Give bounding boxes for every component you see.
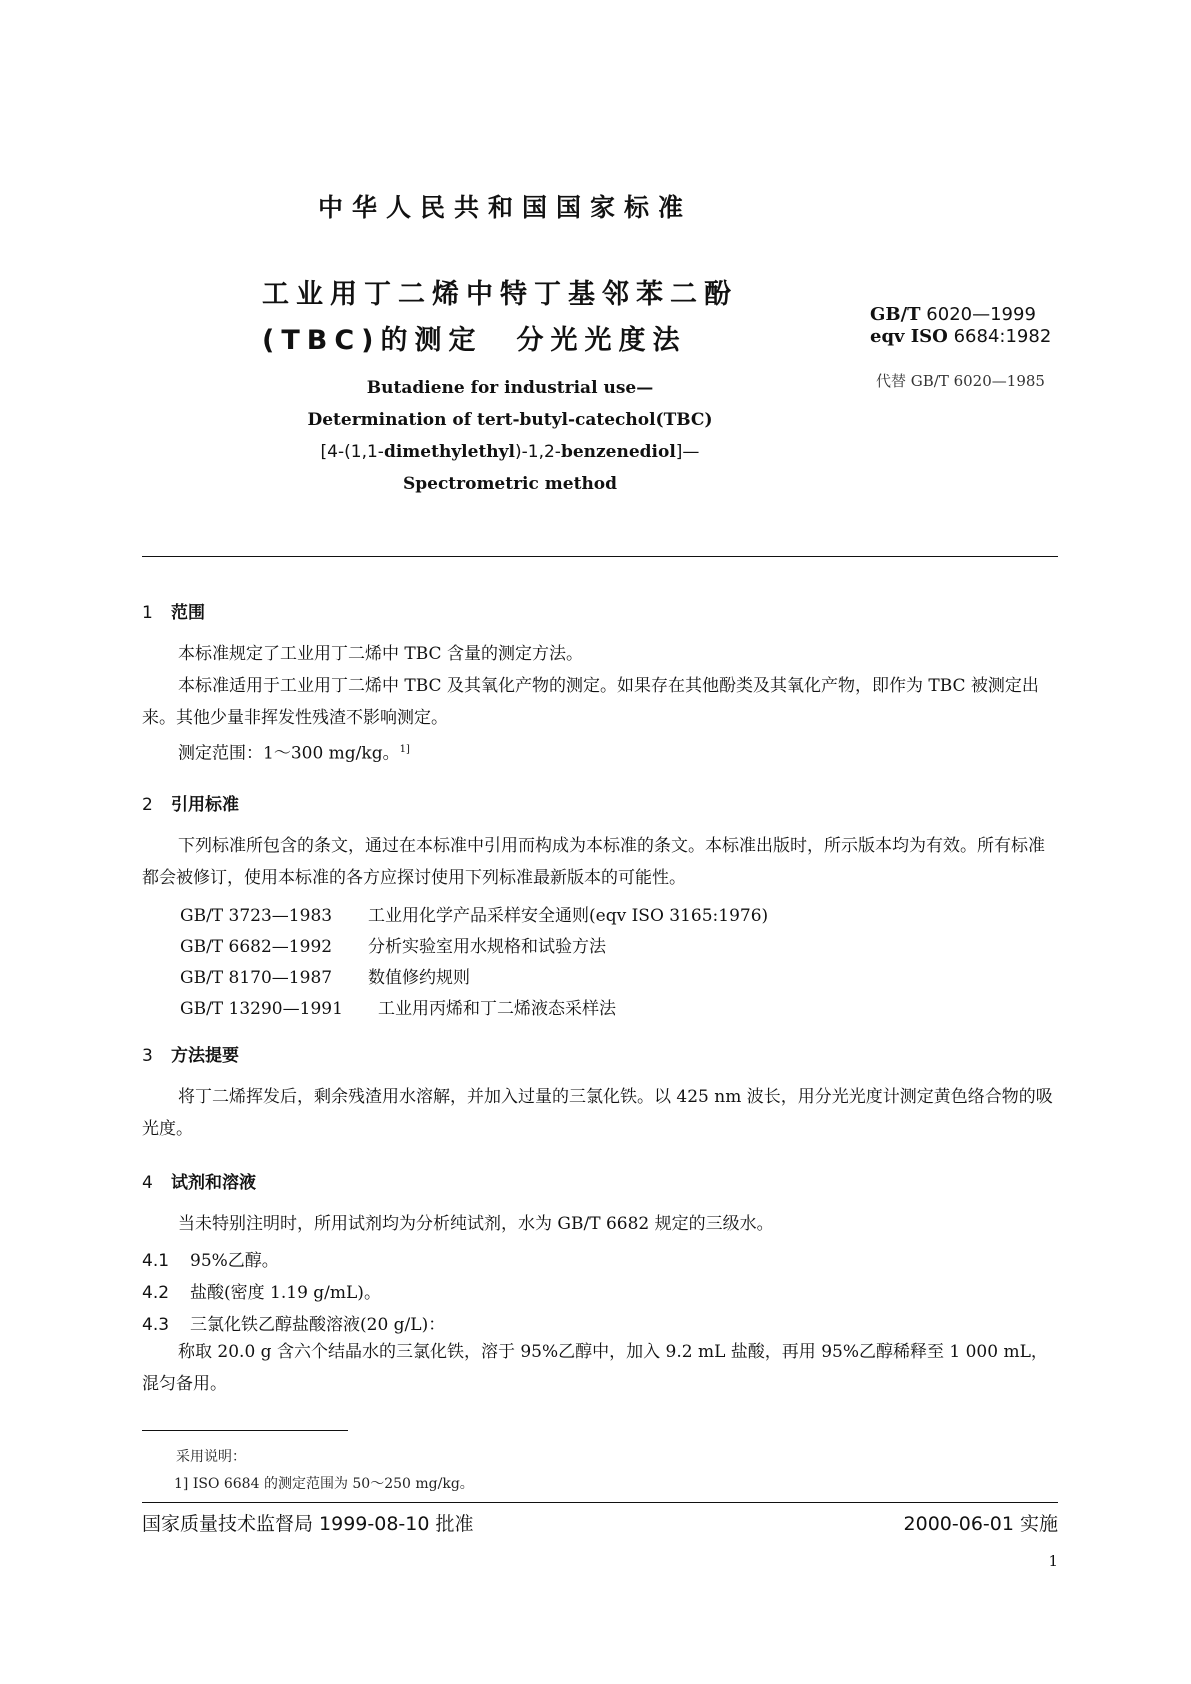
reference-item xyxy=(180,932,606,957)
title-cn-line1: 工业用丁二烯中特丁基邻苯二酚 xyxy=(262,279,738,310)
reference-code: GB/T 8170—1987 xyxy=(180,968,333,988)
section2-heading xyxy=(142,790,239,815)
national-standard-heading: 中华人民共和国国家标准 xyxy=(317,193,692,222)
title-en-line2: Determination of tert-butyl-catechol(TBC) xyxy=(307,410,713,430)
section3-number: 3 xyxy=(142,1046,153,1066)
item-number: 4.2 xyxy=(142,1283,170,1303)
header-divider xyxy=(142,556,1058,557)
item-text: 95%乙醇。 xyxy=(190,1251,279,1271)
item-text: 三氯化铁乙醇盐酸溶液(20 g/L)： xyxy=(190,1315,446,1335)
standard-code xyxy=(870,304,1036,325)
replaces-standard: 代替 GB/T 6020—1985 xyxy=(876,372,1045,390)
title-en-line3-post: ]— xyxy=(675,442,700,462)
section1-heading xyxy=(142,598,205,623)
section1-paragraph2: 本标准适用于工业用丁二烯中 TBC 及其氧化产物的测定。如果存在其他酚类及其氧化产物，即作为 TBC 被测定出来。其他少量非挥发性残渣不影响测定。 xyxy=(142,676,1039,728)
reference-title: 分析实验室用水规格和试验方法 xyxy=(368,937,606,957)
standard-code-prefix: GB/T xyxy=(870,304,921,325)
footnote-label: 采用说明： xyxy=(176,1449,246,1465)
standard-code-number: 6020—1999 xyxy=(926,304,1036,325)
section4-paragraph1: 当未特别注明时，所用试剂均为分析纯试剂，水为 GB/T 6682 规定的三级水。 xyxy=(178,1214,774,1234)
item-text: 盐酸(密度 1.19 g/mL)。 xyxy=(190,1283,381,1303)
reference-code: GB/T 13290—1991 xyxy=(180,999,343,1019)
reference-title: 工业用化学产品采样安全通则(eqv ISO 3165:1976) xyxy=(368,906,769,926)
section4-item xyxy=(142,1278,381,1303)
reference-item xyxy=(180,994,616,1019)
section1-range: 测定范围：1～300 mg/kg。 xyxy=(178,743,400,764)
section4-paragraph2: 称取 20.0 g 含六个结晶水的三氯化铁，溶于 95%乙醇中，加入 9.2 mL 盐酸，再用 95%乙醇稀释至 1 000 mL，混匀备用。 xyxy=(142,1342,1048,1394)
section1-paragraph3 xyxy=(142,734,1058,770)
title-en-line1: Butadiene for industrial use— xyxy=(366,378,654,398)
item-number: 4.3 xyxy=(142,1315,170,1335)
implementation-date: 2000-06-01 实施 xyxy=(903,1513,1058,1535)
reference-code: GB/T 6682—1992 xyxy=(180,937,333,957)
title-cn-line2: (TBC)的测定 分光光度法 xyxy=(262,325,687,356)
title-en-line3-pre: [4-(1,1- xyxy=(320,442,384,462)
footnote-ref: 1] xyxy=(399,744,410,755)
section4-title: 试剂和溶液 xyxy=(171,1173,256,1193)
equivalent-code-number: 6684:1982 xyxy=(953,326,1052,347)
equivalent-code xyxy=(870,326,1051,347)
equivalent-code-prefix: eqv ISO xyxy=(870,326,948,347)
section3-paragraph1: 将丁二烯挥发后，剩余残渣用水溶解，并加入过量的三氯化铁。以 425 nm 波长，用分光光度计测定黄色络合物的吸光度。 xyxy=(142,1087,1053,1139)
reference-code: GB/T 3723—1983 xyxy=(180,906,333,926)
approval-date: 国家质量技术监督局 1999-08-10 批准 xyxy=(142,1513,474,1535)
section4-item xyxy=(142,1310,445,1335)
title-en-line4: Spectrometric method xyxy=(402,474,618,494)
section2-paragraph1: 下列标准所包含的条文，通过在本标准中引用而构成为本标准的条文。本标准出版时，所示版本均为有效。所有标准都会被修订，使用本标准的各方应探讨使用下列标准最新版本的可能性。 xyxy=(142,836,1045,888)
section4-item xyxy=(142,1246,279,1271)
reference-item xyxy=(180,901,768,926)
section4-heading xyxy=(142,1168,256,1193)
title-en-line3-mid: )-1,2- xyxy=(515,442,561,462)
footer-divider xyxy=(142,1502,1058,1503)
reference-title: 数值修约规则 xyxy=(368,968,470,988)
section1-number: 1 xyxy=(142,603,153,623)
footnote-divider xyxy=(142,1430,348,1431)
section3-title: 方法提要 xyxy=(171,1046,239,1066)
section1-paragraph1: 本标准规定了工业用丁二烯中 TBC 含量的测定方法。 xyxy=(178,644,583,664)
footnote-text: 1] ISO 6684 的测定范围为 50～250 mg/kg。 xyxy=(174,1476,474,1492)
section3-heading xyxy=(142,1041,239,1066)
title-en-line3 xyxy=(290,442,730,462)
section2-title: 引用标准 xyxy=(171,795,239,815)
section4-number: 4 xyxy=(142,1173,153,1193)
reference-item xyxy=(180,963,470,988)
reference-title: 工业用丙烯和丁二烯液态采样法 xyxy=(378,999,616,1019)
section1-title: 范围 xyxy=(171,603,205,623)
section2-number: 2 xyxy=(142,795,153,815)
page-number: 1 xyxy=(1048,1552,1058,1570)
item-number: 4.1 xyxy=(142,1251,170,1271)
title-en-line3-bold2: benzenediol xyxy=(560,442,676,462)
title-en-line3-bold: dimethylethyl xyxy=(383,442,515,462)
